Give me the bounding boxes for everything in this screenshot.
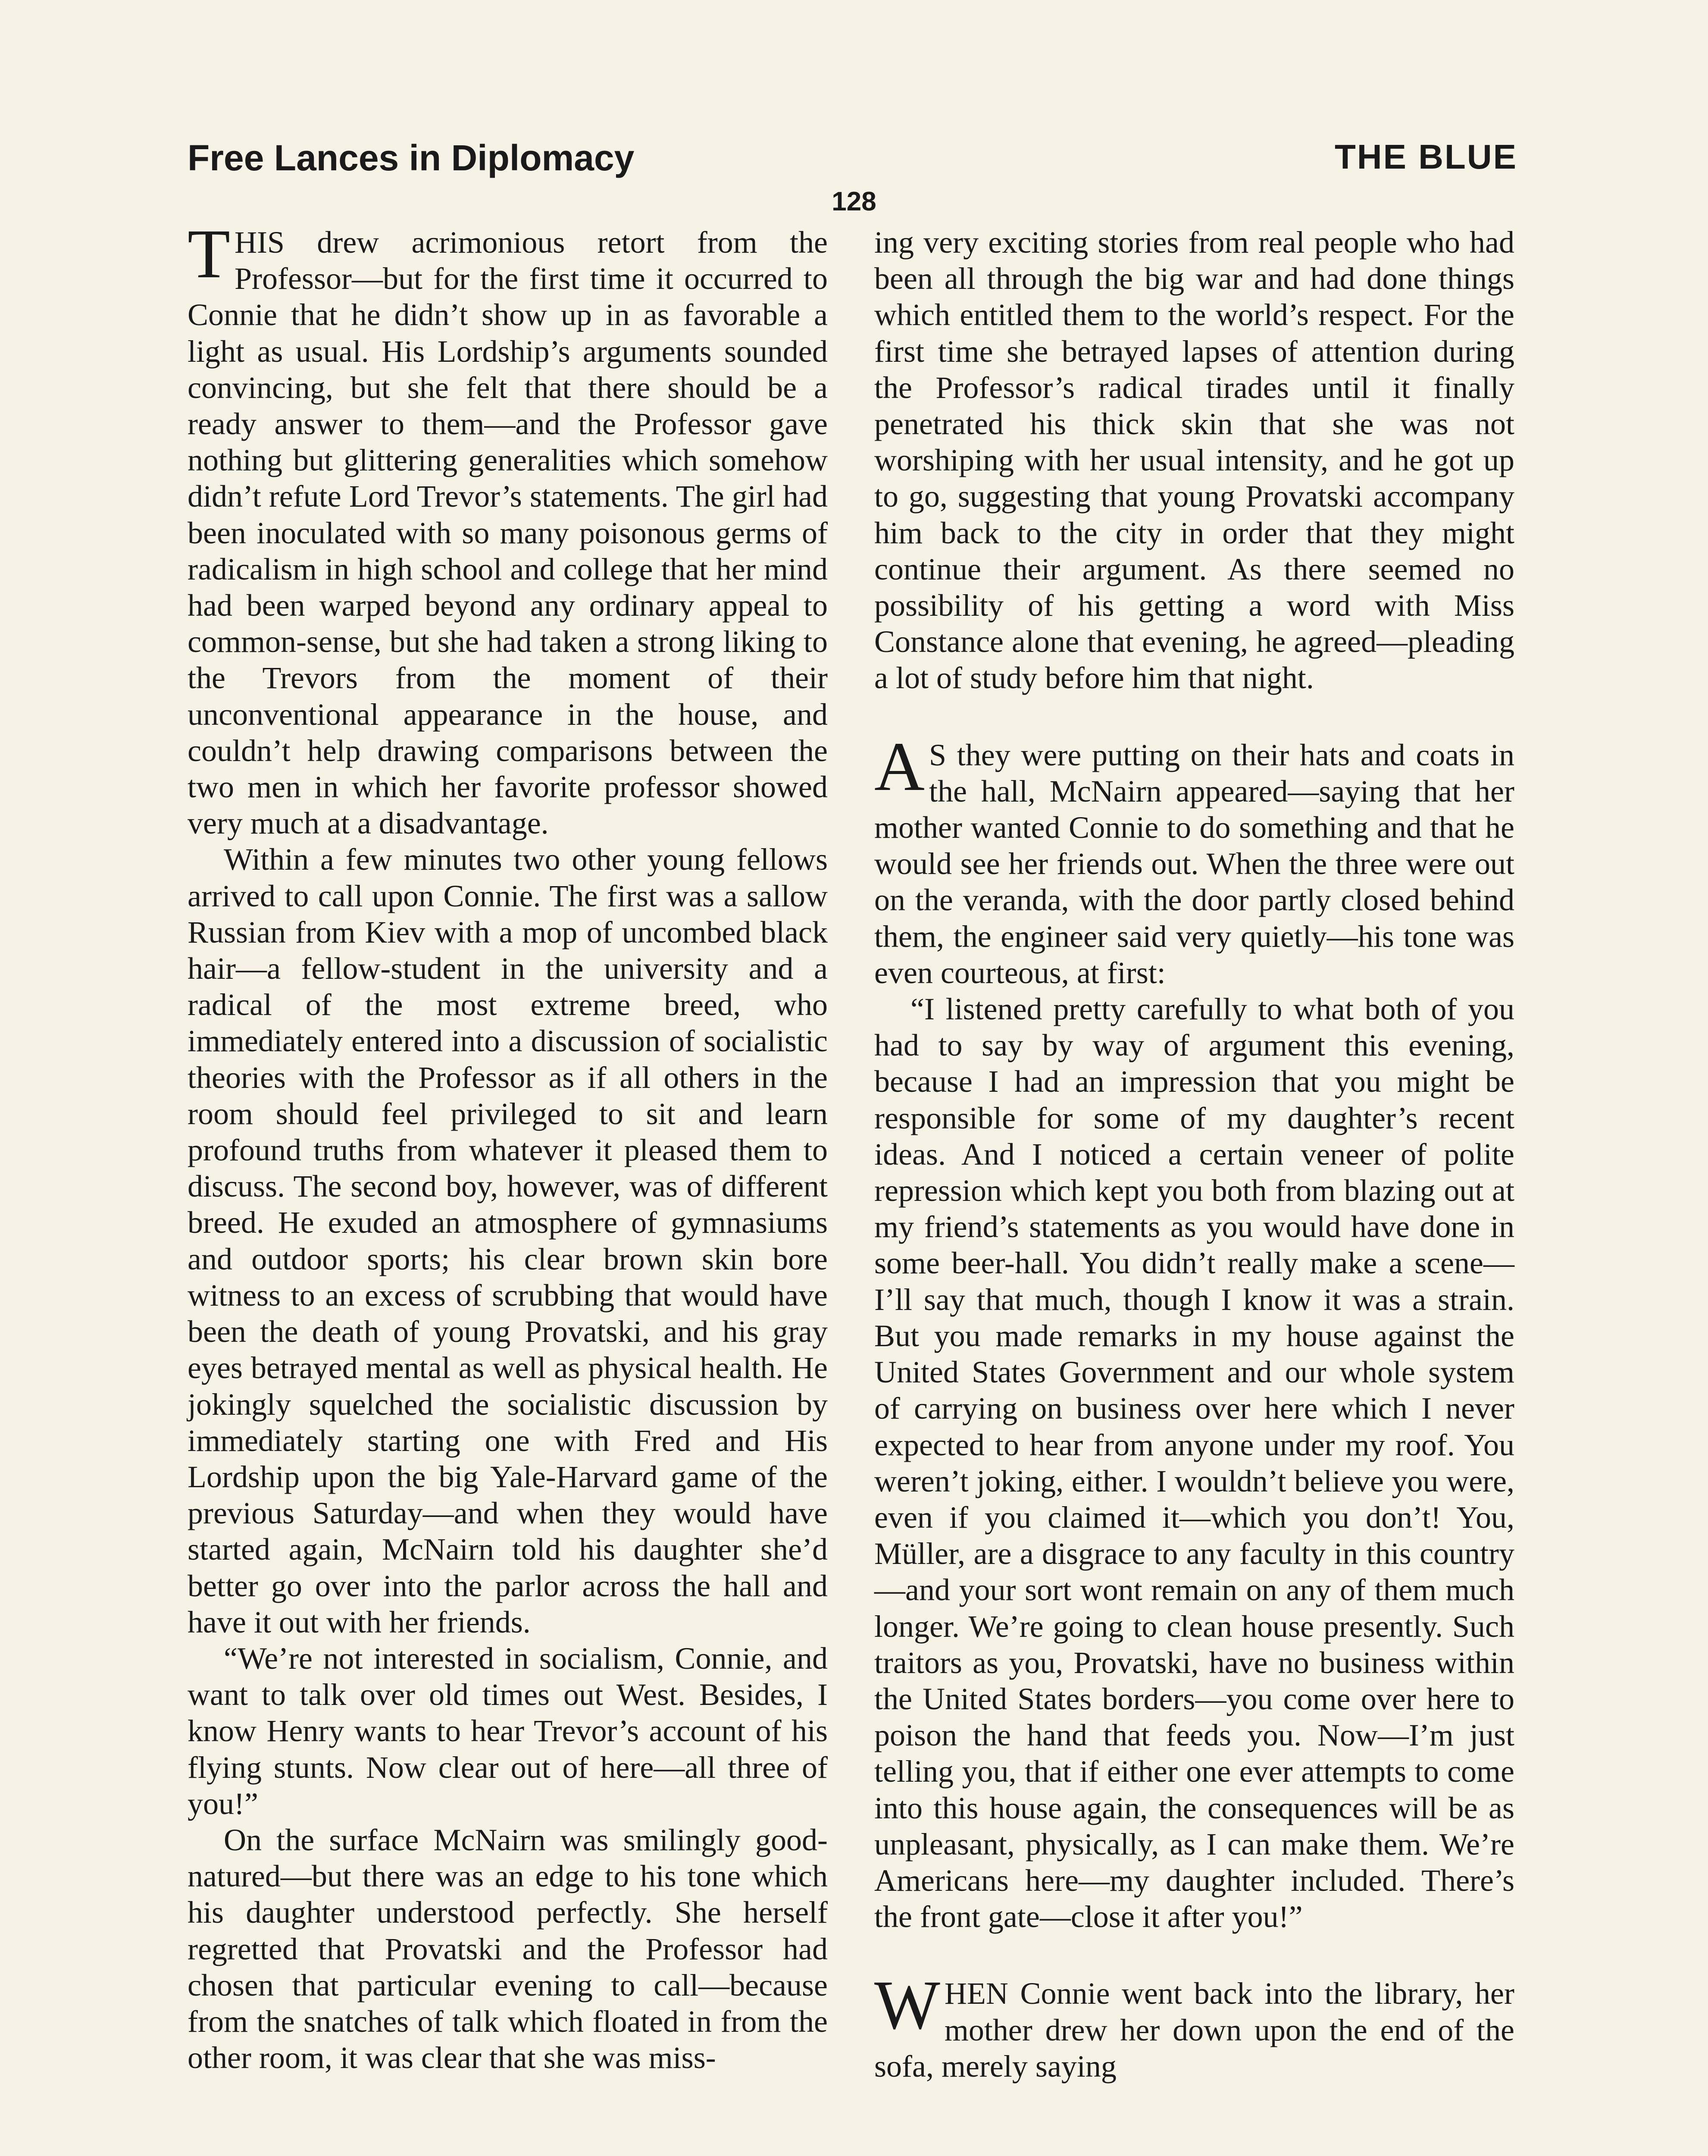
paragraph [188, 216, 828, 841]
paragraph: Within a few minutes two other young fellows arrived to call upon Connie. The first was a sallow Russian from Kiev with a mop of uncombed black hair—a fellow-student in the university and a radical of the most extreme breed, who immediately entered into a discussion of socialistic theories with the Professor as if all others in the room should feel privileged to sit and learn profound truths from whatever it pleased them to discuss. The second boy, however, was of different breed. He exuded an atmosphere of gymnasiums and outdoor sports; his clear brown skin bore witness to an excess of scrubbing that would have been the death of young Provatski, and his gray eyes betrayed mental as well as physical health. He jokingly squelched the socialistic discussion by immediately starting one with Fred and His Lordship upon the big Yale-Harvard game of the previous Saturday—and when they would have started again, McNairn told his daughter she’d better go over into the parlor across the hall and have it out with her friends. [188, 842, 828, 1639]
paragraph-text: S they were putting on their hats and coats in the hall, McNairn appeared—saying that her mother wanted Connie to do something and that he would see her friends out. When the three were out on the veranda, with the door partly closed behind them, the engineer said very quietly—his tone was even courteous, at first: [874, 737, 1514, 990]
story-title: Free Lances in Diplomacy [188, 138, 635, 178]
text-column-right [874, 224, 1514, 2084]
paragraph: ing very exciting stories from real people who had been all through the big war and had done things which entitled them to the world’s respect. For the first time she betrayed lapses of attention during the Professor’s radical tirades until it finally penetrated his thick skin that she was not worshiping with her usual intensity, and he got up to go, suggesting that young Provatski accompany him back to the city in order that they might continue their argument. As there seemed no possibility of his getting a word with Miss Constance alone that evening, he agreed—pleading a lot of study before him that night. [874, 225, 1514, 696]
paragraph-text: HIS drew acrimonious retort from the Professor—but for the first time it occurred to Connie that he didn’t show up in as favorable a light as usual. His Lordship’s arguments sounded convincing, but she felt that there should be a ready answer to them—and the Professor gave nothing but glittering generalities which somehow didn’t refute Lord Trevor’s statements. The girl had been inoculated with so many poisonous germs of radicalism in high school and college that her mind had been warped beyond any ordinary appeal to common-sense, but she had taken a strong liking to the Trevors from the moment of their unconventional appearance in the house, and couldn’t help drawing comparisons between the two men in which her favorite professor showed very much at a disadvantage. [188, 225, 828, 841]
drop-cap: T [188, 216, 230, 293]
paragraph [874, 728, 1514, 991]
text-column-left [188, 216, 828, 2076]
paragraph: “We’re not interested in socialism, Connie, and want to talk over old times out West. Besides, I know Henry wants to hear Trevor’s account of his flying stunts. Now clear out of here—all three of you!” [188, 1641, 828, 1821]
paragraph-text: HEN Connie went back into the library, her mother drew her down upon the end of the sofa, merely saying [874, 1976, 1514, 2084]
drop-cap: A [874, 728, 925, 805]
page-number: 128 [832, 187, 876, 216]
drop-cap: W [874, 1967, 940, 2044]
running-head [188, 137, 1517, 185]
paragraph [874, 1967, 1514, 2084]
paragraph: On the surface McNairn was smilingly good-natured—but there was an edge to his tone which his daughter understood perfectly. She herself regretted that Provatski and the Professor had chosen that particular evening to call—because from the snatches of talk which floated in from the other room, it was clear that she was miss- [188, 1822, 828, 2075]
paragraph: “I listened pretty carefully to what both of you had to say by way of argument this evening, because I had an impression that you might be responsible for some of my daughter’s recent ideas. And I noticed a certain veneer of polite repression which kept you both from blazing out at my friend’s statements as you would have done in some beer-hall. You didn’t really make a scene—I’ll say that much, though I know it was a strain. But you made remarks in my house against the United States Government and our whole system of carrying on business over here which I never expected to hear from anyone under my roof. You weren’t joking, either. I wouldn’t believe you were, even if you claimed it—which you don’t! You, Müller, are a disgrace to any faculty in this country—and your sort wont remain on any of them much longer. We’re going to clean house presently. Such traitors as you, Provatski, have no business within the United States borders—you come over here to poison the hand that feeds you. Now—I’m just telling you, that if either one ever attempts to come into this house again, the consequences will be as unpleasant, physically, as I can make them. We’re Americans here—my daughter included. There’s the front gate—close it after you!” [874, 992, 1514, 1934]
magazine-name: THE BLUE [1335, 138, 1517, 176]
